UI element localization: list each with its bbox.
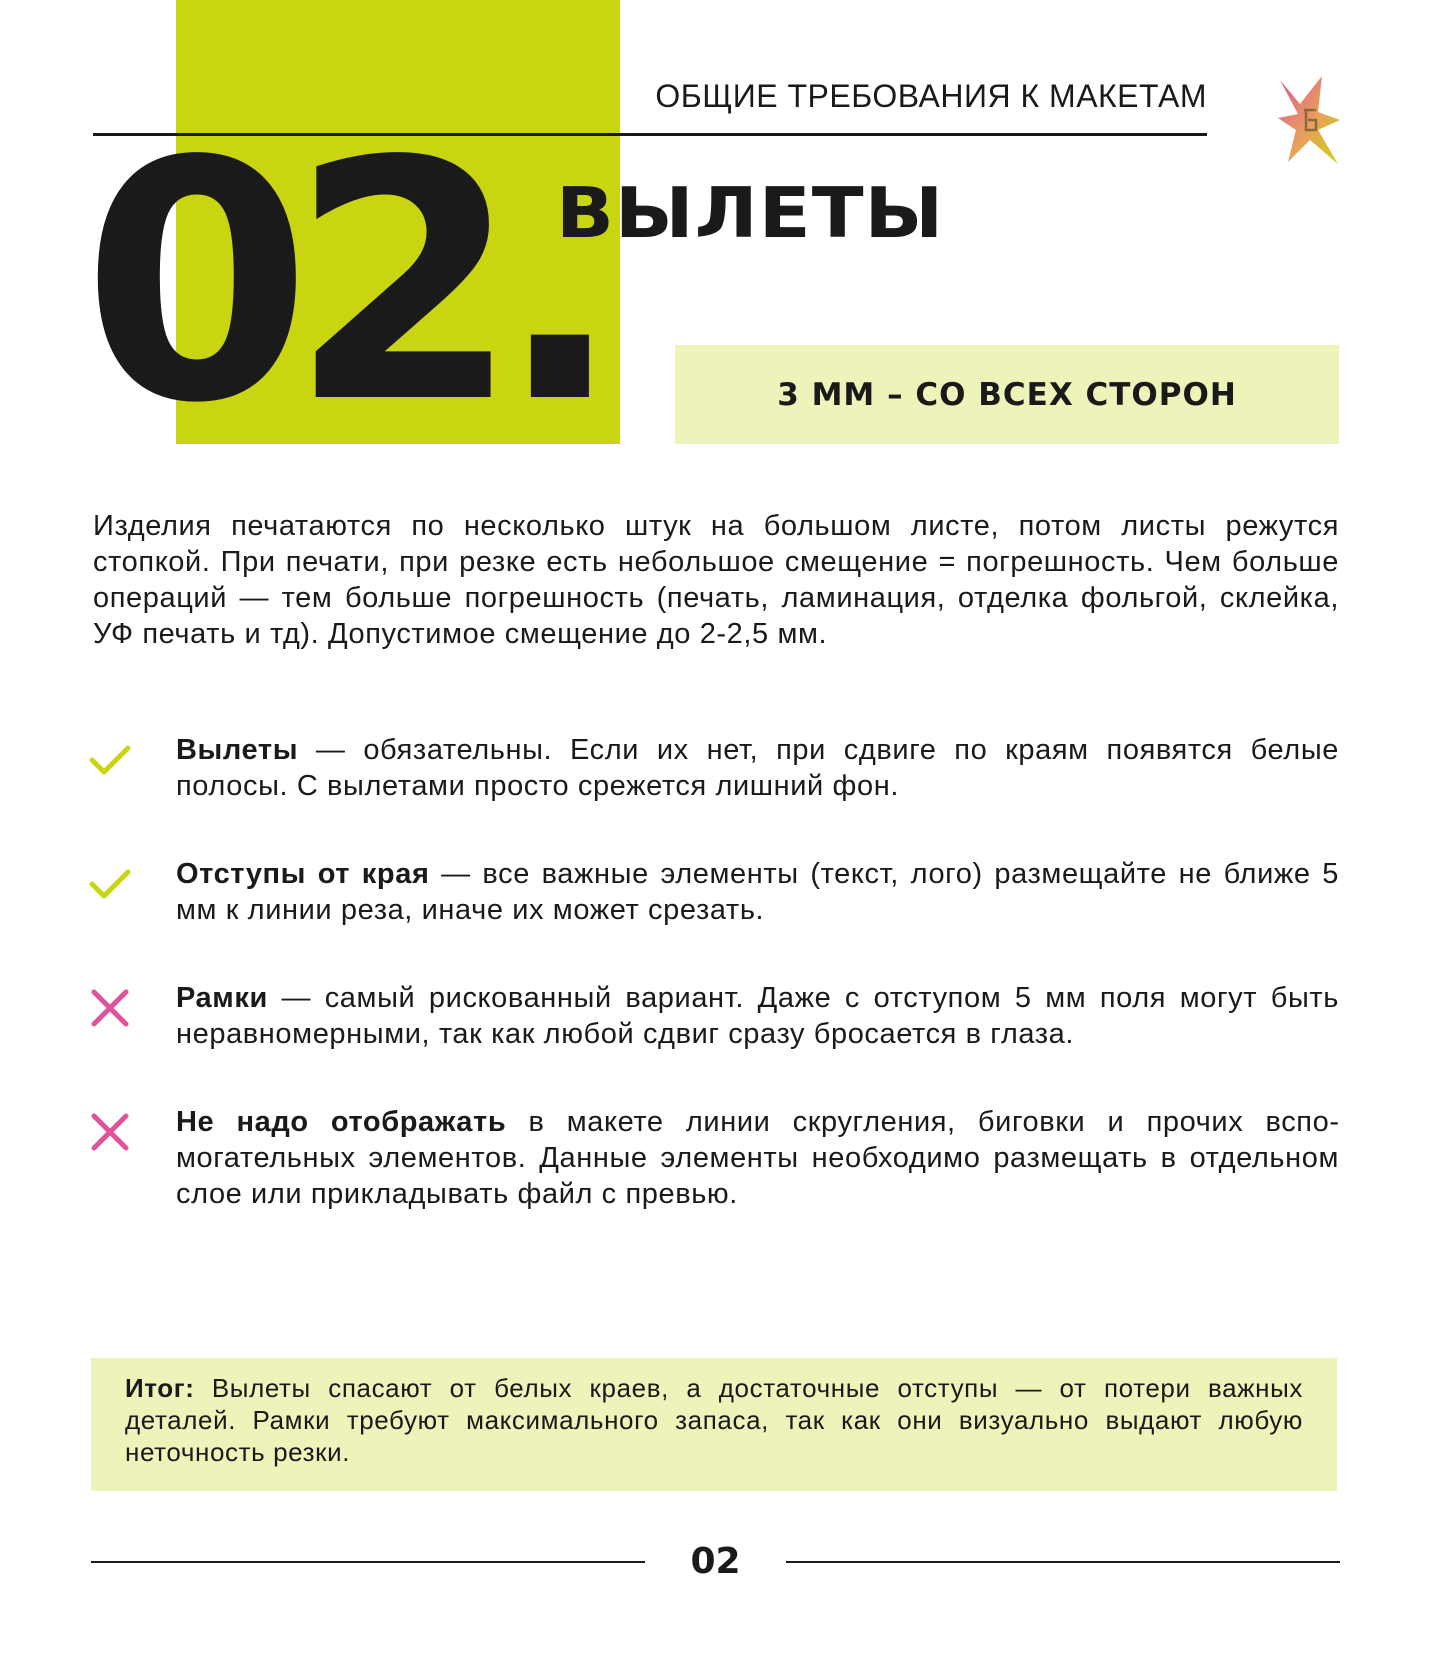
summary-box: [91, 1358, 1337, 1491]
intro-paragraph: Изделия печатаются по несколько штук на большом листе, потом листы режутся стопкой. При печати, при резке есть небольшое смещение = погрешность. Чем больше операций — тем больше погрешность (печать, ламинация, отделка фольгой, склейка, УФ печать и тд). Допустимое смещение до 2-2,5 мм.: [93, 510, 1339, 650]
subtitle-box: [675, 345, 1339, 444]
footer-divider-left: [91, 1561, 645, 1563]
item-title: Вылеты: [176, 734, 299, 766]
list-item: [88, 856, 1339, 928]
item-title: Не надо отображать: [176, 1106, 507, 1138]
cross-icon: [88, 986, 132, 1030]
header-title: ОБЩИЕ ТРЕБОВАНИЯ К МАКЕТАМ: [655, 78, 1207, 114]
page-number: 02: [690, 1541, 741, 1582]
footer-divider-right: [786, 1561, 1340, 1563]
list-item: [88, 980, 1339, 1052]
rules-list: [88, 732, 1339, 1264]
subtitle-text: 3 ММ – СО ВСЕХ СТОРОН: [777, 376, 1237, 413]
section-number: 02.: [82, 91, 601, 475]
list-item: [88, 1104, 1339, 1212]
check-icon: [88, 738, 132, 782]
summary-text: Вылеты спасают от белых краев, а достаточные отступы — от потери важных деталей. Рамки требуют максимального запаса, так как они визуально выдают любую неточность резки.: [125, 1373, 1303, 1467]
item-text: — самый рискованный вариант. Даже с отступом 5 мм поля могут быть неравномерными, так как любой сдвиг сразу бросается в глаза.: [176, 982, 1339, 1050]
brand-logo-icon: [1278, 74, 1342, 168]
item-text: — обязательны. Если их нет, при сдвиге по краям появятся белые полосы. С вылетами просто срежется лишний фон.: [176, 734, 1339, 802]
section-title: ВЫЛЕТЫ: [556, 171, 945, 254]
item-title: Рамки: [176, 982, 268, 1014]
item-text: в макете линии скругления, биговки и прочих вспомогательных элементов. Данные элементы необходимо размещать в отдельном слое или прикладывать файл с превью.: [176, 1106, 1340, 1210]
item-title: Отступы от края: [176, 858, 430, 890]
item-text: — все важные элементы (текст, лого) размещайте не ближе 5 мм к линии реза, иначе их может срезать.: [176, 858, 1339, 926]
list-item: [88, 732, 1339, 804]
summary-label: Итог:: [125, 1373, 195, 1403]
cross-icon: [88, 1110, 132, 1154]
check-icon: [88, 862, 132, 906]
